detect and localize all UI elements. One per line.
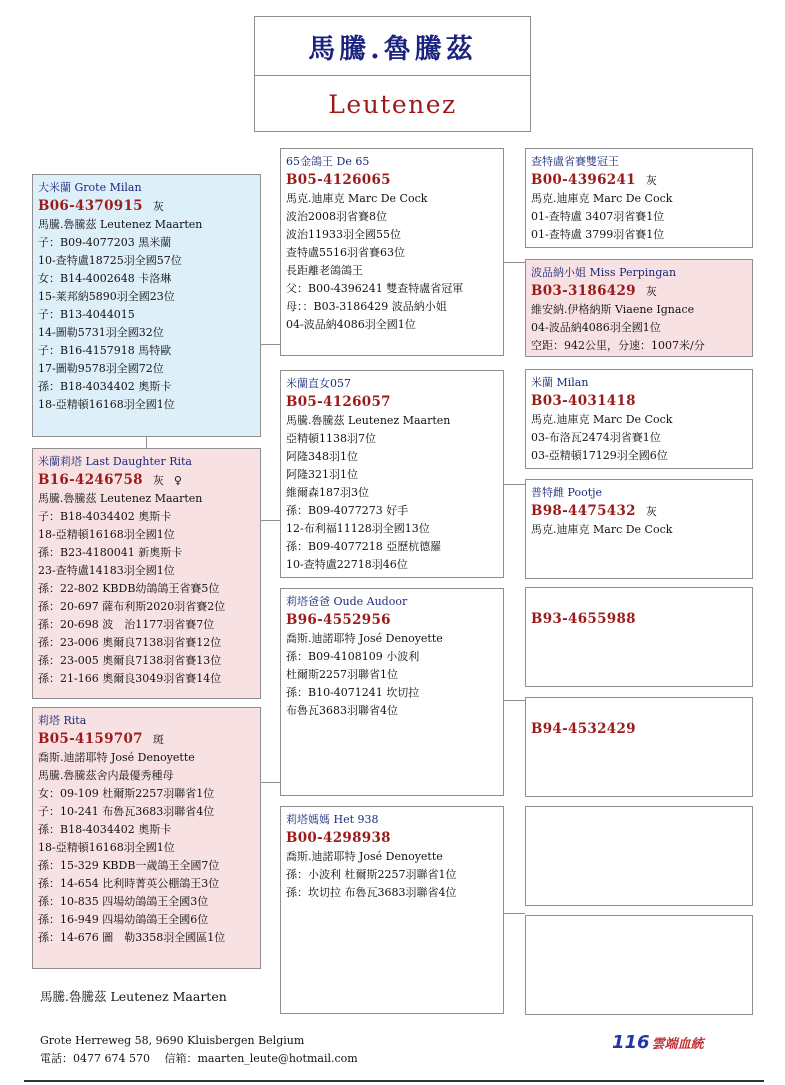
pedigree-line: 馬克.迪庫克 Marc De Cock (531, 413, 673, 426)
pedigree-line: 18-亞精頓16168羽全國1位 (38, 841, 175, 854)
contact-info: 電話：0477 674 570 信箱：maarten_leute@hotmail.com (40, 1052, 358, 1065)
female-icon: ♀ (173, 474, 182, 487)
ring-number: B03-4031418 (531, 393, 636, 409)
pedigree-line: 孫：B18-4034402 奧斯卡 (38, 823, 172, 836)
ring-number: B16-4246758 (38, 472, 143, 488)
logo-number: 116 (612, 1032, 650, 1053)
pedigree-notes (38, 749, 260, 947)
pigeon-name: 米蘭莉塔 Last Daughter Rita (38, 455, 192, 468)
title-box (254, 16, 531, 132)
address: Grote Herreweg 58, 9690 Kluisbergen Belgium (40, 1034, 305, 1047)
ring-number: B05-4126057 (286, 394, 391, 410)
pedigree-notes (286, 412, 503, 574)
pedigree-line: 孫：B10-4071241 坎切拉 (286, 686, 420, 699)
pedigree-line: 孫：坎切拉 布魯瓦3683羽聯省4位 (286, 886, 457, 899)
pedigree-line: 馬騰.魯騰茲 Leutenez Maarten (286, 414, 451, 427)
pedigree-line: 17-圖勒9578羽全國72位 (38, 362, 164, 375)
pedigree-notes (531, 301, 752, 355)
pigeon-name: 米蘭 Milan (531, 376, 589, 389)
sire-sire-card[interactable] (280, 148, 504, 356)
ring-number: B94-4532429 (531, 721, 636, 737)
pigeon-color: 灰 (152, 200, 164, 213)
pedigree-line: 孫：16-949 四場幼鴿鴿王全國6位 (38, 913, 209, 926)
ring-number: B98-4475432 (531, 503, 636, 519)
pedigree-line: 亞精頓1138羽7位 (286, 432, 376, 445)
pigeon-name: 米蘭直女057 (286, 377, 351, 390)
sire-dam-card[interactable] (280, 370, 504, 578)
pedigree-line: 15-莱邦納5890羽全國23位 (38, 290, 175, 303)
pedigree-line: 12-布利福11128羽全國13位 (286, 522, 430, 535)
ring-number: B00-4396241 (531, 172, 636, 188)
pedigree-notes (286, 630, 503, 720)
pedigree-line: 波治11933羽全國55位 (286, 228, 401, 241)
ring-number: B05-4126065 (286, 172, 391, 188)
pedigree-line: 23-查特盧14183羽全國1位 (38, 564, 175, 577)
connector (261, 520, 280, 521)
pedigree-line: 孫：14-654 比利時菁英公棚鴿王3位 (38, 877, 220, 890)
pedigree-line: 孫：22-802 KBDB幼鴿鴿王省賽5位 (38, 582, 220, 595)
bottom-rule (24, 1080, 764, 1082)
pigeon-color: 斑 (152, 733, 164, 746)
pigeon-name: 65金鴿王 De 65 (286, 155, 370, 168)
pedigree-line: 03-布洛瓦2474羽省賽1位 (531, 431, 661, 444)
pedigree-line: 馬克.迪庫克 Marc De Cock (286, 192, 428, 205)
pedigree-line: 喬斯.迪諾耶特 José Denoyette (38, 751, 195, 764)
pedigree-line: 14-圖勒5731羽全國32位 (38, 326, 164, 339)
pedigree-line: 維爾森187羽3位 (286, 486, 369, 499)
dam-sire-card[interactable] (280, 588, 504, 796)
pedigree-line: 孫：B18-4034402 奧斯卡 (38, 380, 172, 393)
owner-name: 馬騰.魯騰茲 Leutenez Maarten (40, 989, 227, 1004)
pedigree-line: 母：：B03-3186429 波品納小姐 (286, 300, 447, 313)
pedigree-notes (531, 411, 752, 465)
pedigree-notes (38, 216, 260, 414)
pedigree-notes (38, 490, 260, 688)
gen3-card-3[interactable] (525, 369, 753, 469)
pedigree-line: 孫：23-006 奧爾良7138羽省賽12位 (38, 636, 222, 649)
pigeon-name: 大米蘭 Grote Milan (38, 181, 142, 194)
pigeon-name: 莉塔 Rita (38, 714, 87, 727)
pedigree-line: 孫：20-697 薩布利斯2020羽省賽2位 (38, 600, 226, 613)
pigeon-color: 灰 (645, 174, 657, 187)
gen3-card-2[interactable] (525, 259, 753, 357)
pedigree-line: 10-查特盧22718羽46位 (286, 558, 408, 571)
pedigree-line: 長距離老鴿鴿王 (286, 264, 363, 277)
pedigree-line: 01-查特盧 3407羽省賽1位 (531, 210, 665, 223)
pedigree-notes (531, 521, 752, 539)
pedigree-notes (286, 190, 503, 334)
sire-card[interactable] (32, 174, 261, 437)
pedigree-notes (531, 190, 752, 244)
gen3-card-5[interactable] (525, 587, 753, 687)
pedigree-line: 孫：21-166 奧爾良3049羽省賽14位 (38, 672, 222, 685)
connector (261, 782, 280, 783)
pedigree-line: 01-查特盧 3799羽省賽1位 (531, 228, 665, 241)
pigeon-color: 灰 (152, 474, 164, 487)
connector (504, 913, 525, 914)
pedigree-line: 10-查特盧18725羽全國57位 (38, 254, 182, 267)
pedigree-line: 04-波品納4086羽全國1位 (286, 318, 416, 331)
dam-card[interactable] (32, 448, 261, 699)
pedigree-line: 喬斯.迪諾耶特 José Denoyette (286, 850, 443, 863)
pedigree-line: 孫：10-835 四場幼鴿鴿王全國3位 (38, 895, 209, 908)
pedigree-line: 波治2008羽省賽8位 (286, 210, 387, 223)
connector (504, 700, 525, 701)
gen3-card-6[interactable] (525, 697, 753, 797)
pedigree-line: 馬騰.魯騰茲 Leutenez Maarten (38, 492, 203, 505)
pigeon-name: 普特雌 Pootje (531, 486, 603, 499)
pigeon-name: 波品納小姐 Miss Perpingan (531, 266, 677, 279)
connector (261, 344, 280, 345)
brand-logo[interactable] (612, 1032, 704, 1053)
dam-dam-card[interactable] (280, 806, 504, 1014)
pedigree-line: 子：B09-4077203 黑米蘭 (38, 236, 172, 249)
pigeon-color: 灰 (645, 505, 657, 518)
pedigree-line: 父：B00-4396241 雙查特盧省冠軍 (286, 282, 464, 295)
pedigree-line: 阿隆348羽1位 (286, 450, 358, 463)
pedigree-line: 馬克.迪庫克 Marc De Cock (531, 192, 673, 205)
pedigree-line: 孫：20-698 波 治1177羽省賽7位 (38, 618, 215, 631)
rita-card[interactable] (32, 707, 261, 969)
pedigree-line: 查特盧5516羽省賽63位 (286, 246, 405, 259)
connector (146, 437, 147, 448)
connector (504, 262, 525, 263)
pedigree-line: 孫：14-676 圖 勒3358羽全國區1位 (38, 931, 226, 944)
gen3-card-7-empty[interactable] (525, 806, 753, 906)
pigeon-name: 莉塔媽媽 Het 938 (286, 813, 379, 826)
pedigree-line: 04-波品納4086羽全國1位 (531, 321, 661, 334)
gen3-card-8-empty[interactable] (525, 915, 753, 1015)
pedigree-line: 馬騰.魯騰茲舍内最優秀種母 (38, 769, 174, 782)
pedigree-notes (286, 848, 503, 902)
pedigree-line: 孫：15-329 KBDB一歲鴿王全國7位 (38, 859, 220, 872)
pedigree-line: 阿隆321羽1位 (286, 468, 358, 481)
pedigree-line: 子：B16-4157918 馬特歐 (38, 344, 172, 357)
pigeon-name: 莉塔爸爸 Oude Audoor (286, 595, 408, 608)
ring-number: B06-4370915 (38, 198, 143, 214)
gen3-card-4[interactable] (525, 479, 753, 579)
ring-number: B00-4298938 (286, 830, 391, 846)
connector (504, 484, 525, 485)
pedigree-line: 子：B13-4044015 (38, 308, 135, 321)
gen3-card-1[interactable] (525, 148, 753, 248)
pedigree-line: 03-亞精頓17129羽全國6位 (531, 449, 668, 462)
pedigree-line: 馬騰.魯騰茲 Leutenez Maarten (38, 218, 203, 231)
pedigree-line: 18-亞精頓16168羽全國1位 (38, 528, 175, 541)
pedigree-line: 孫：B09-4077218 亞歷杭德羅 (286, 540, 442, 553)
pedigree-line: 杜爾斯2257羽聯省1位 (286, 668, 398, 681)
pedigree-line: 孫：B09-4077273 好手 (286, 504, 409, 517)
ring-number: B96-4552956 (286, 612, 391, 628)
pedigree-line: 空距：942公里，分速：1007米/分 (531, 339, 705, 352)
pedigree-line: 18-亞精頓16168羽全國1位 (38, 398, 175, 411)
ring-number: B03-3186429 (531, 283, 636, 299)
pedigree-line: 子：10-241 布魯瓦3683羽聯省4位 (38, 805, 215, 818)
ring-number: B93-4655988 (531, 611, 636, 627)
pedigree-line: 孫：B09-4108109 小波利 (286, 650, 420, 663)
pedigree-line: 馬克.迪庫克 Marc De Cock (531, 523, 673, 536)
pedigree-line: 孫：小波利 杜爾斯2257羽聯省1位 (286, 868, 457, 881)
pedigree-line: 孫：23-005 奧爾良7138羽省賽13位 (38, 654, 222, 667)
logo-text: 雲端血統 (651, 1037, 704, 1052)
pedigree-line: 喬斯.迪諾耶特 José Denoyette (286, 632, 443, 645)
pedigree-line: 女：09-109 杜爾斯2257羽聯省1位 (38, 787, 215, 800)
pedigree-line: 維安納.伊格納斯 Viaene Ignace (531, 303, 695, 316)
pigeon-name: 查特盧省賽雙冠王 (531, 155, 619, 168)
title-chinese: 馬騰.魯騰茲 (255, 17, 530, 76)
pedigree-line: 布魯瓦3683羽聯省4位 (286, 704, 398, 717)
pigeon-color: 灰 (645, 285, 657, 298)
title-english: Leutenez (328, 90, 457, 119)
ring-number: B05-4159707 (38, 731, 143, 747)
pedigree-line: 女：B14-4002648 卡洛琳 (38, 272, 172, 285)
address-block (40, 1032, 358, 1068)
pedigree-line: 孫：B23-4180041 新奧斯卡 (38, 546, 183, 559)
pedigree-line: 子：B18-4034402 奧斯卡 (38, 510, 172, 523)
